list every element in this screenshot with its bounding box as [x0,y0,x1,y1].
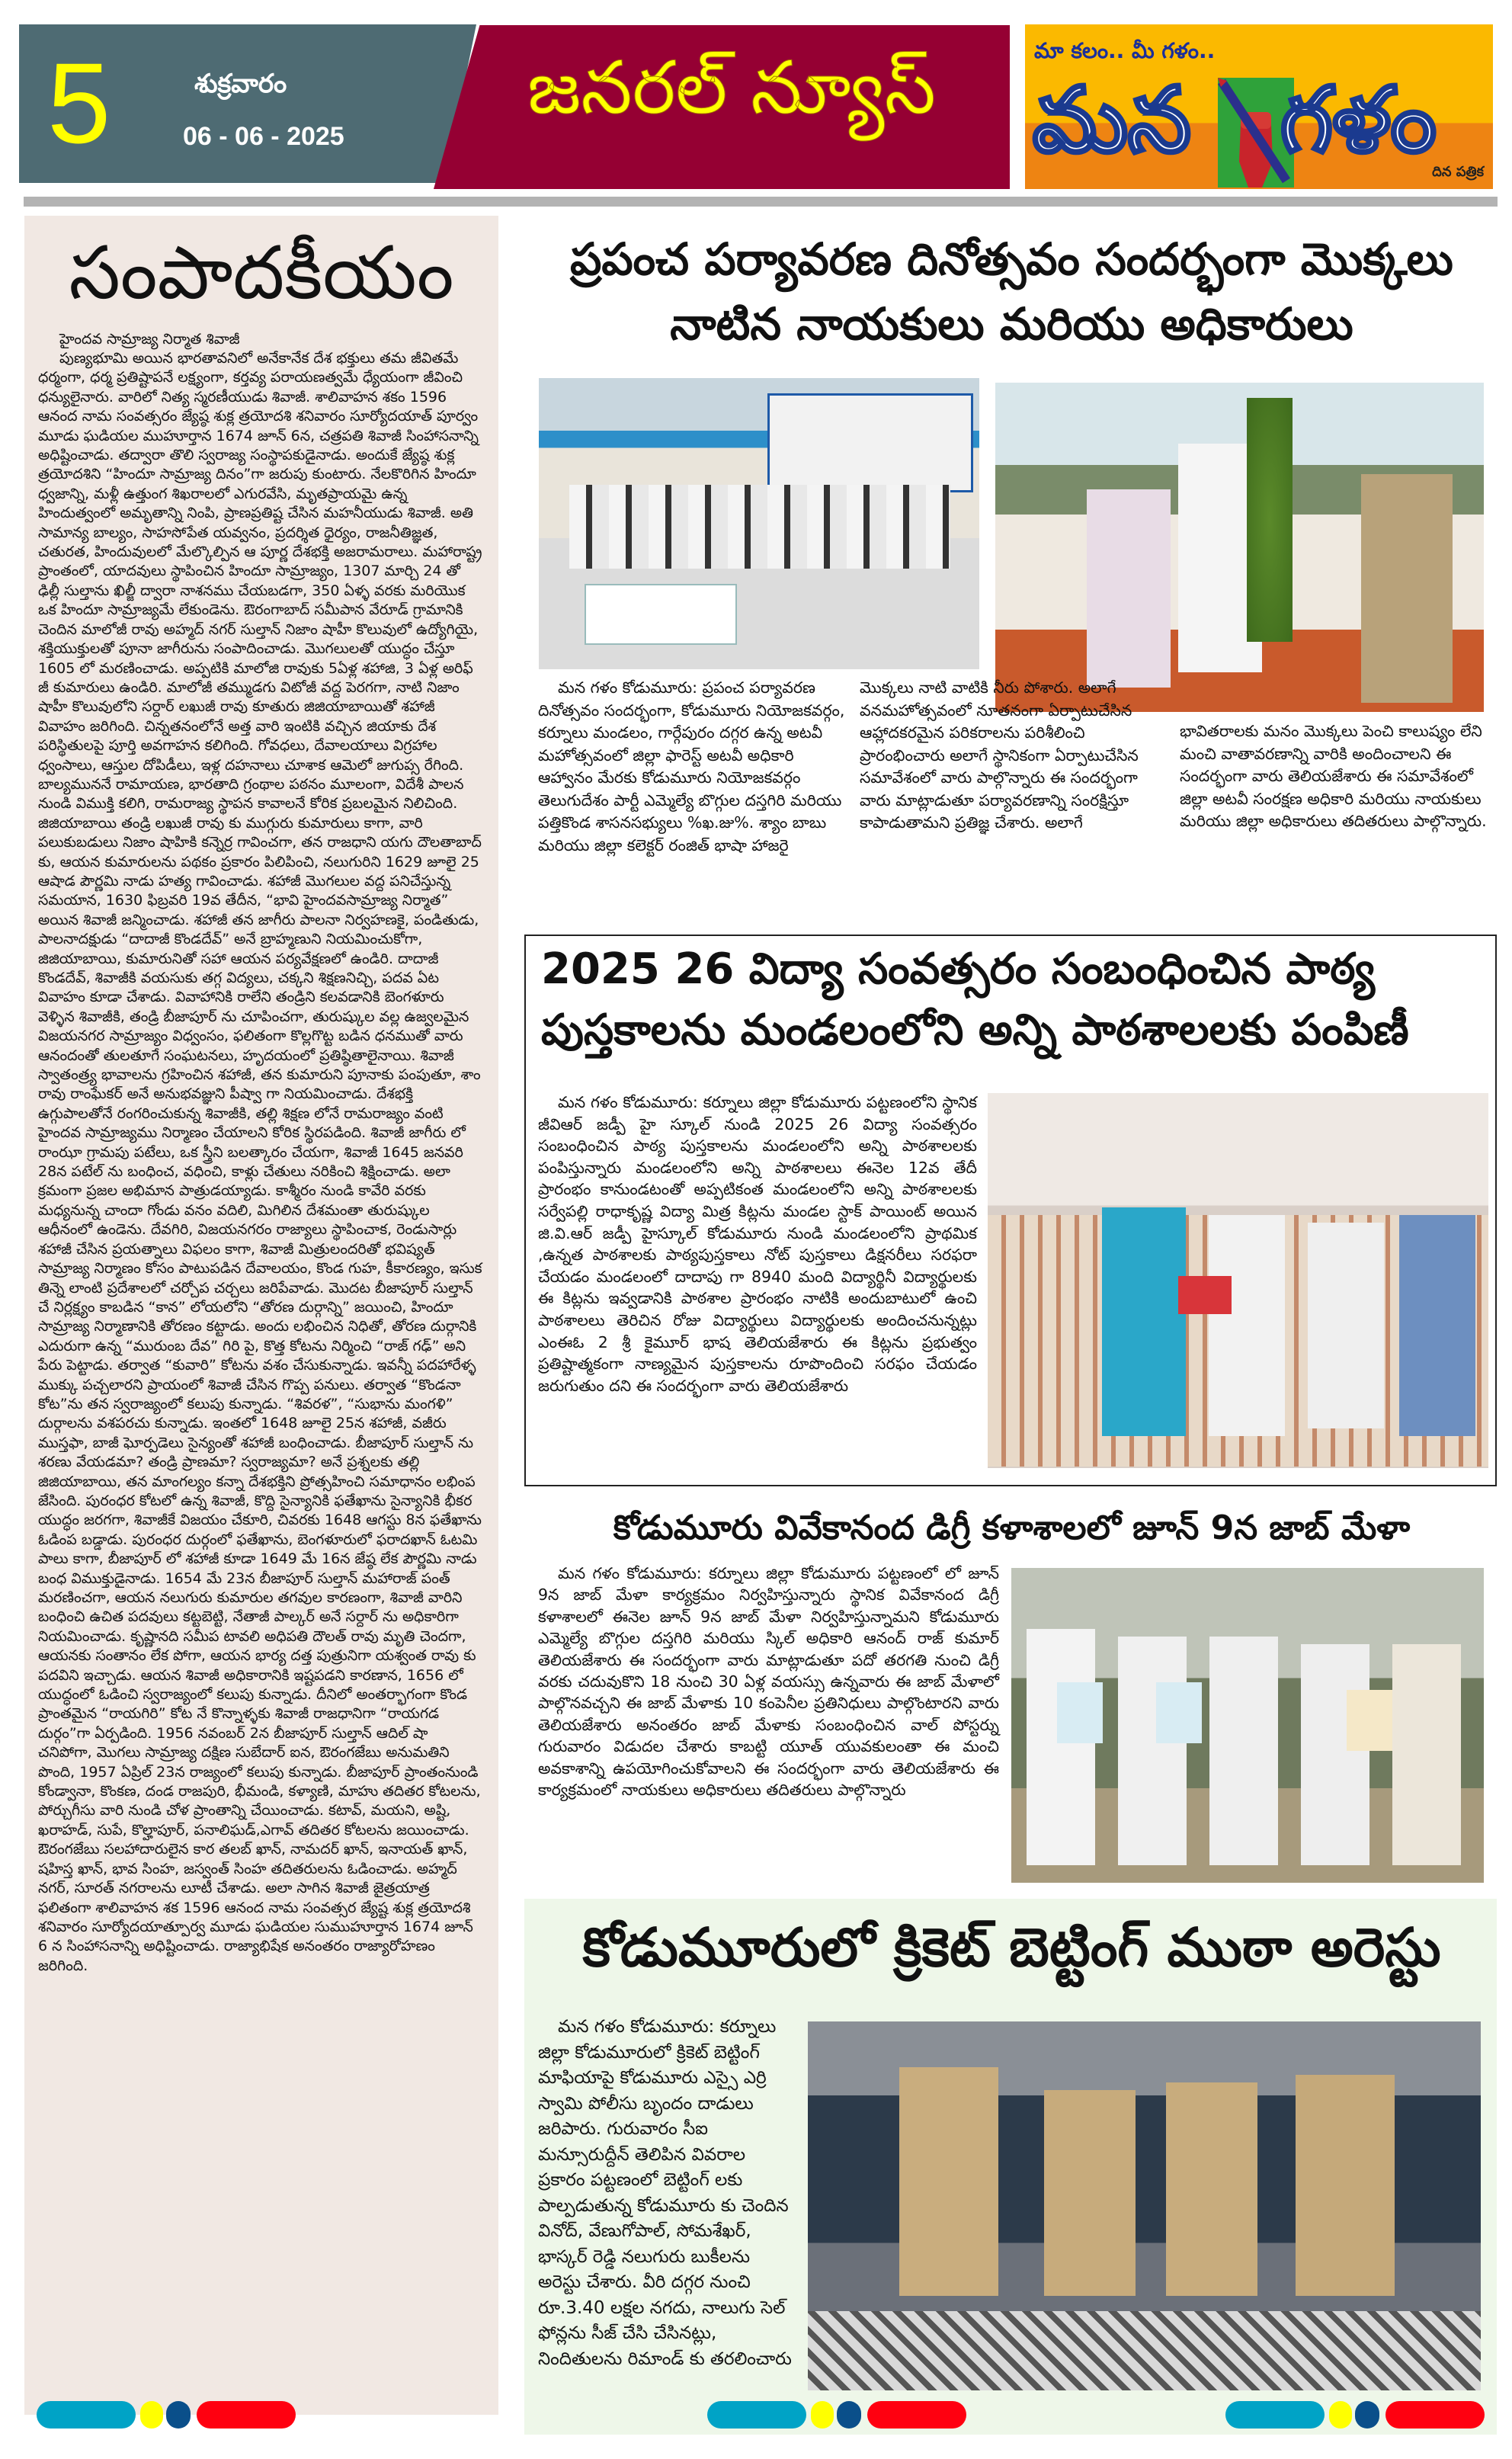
footer-color-bar [1225,2401,1488,2429]
logo-subtitle: దిన పత్రిక [1432,164,1484,180]
article-job-mela-headline: కోడుమూరు వివేకానంద డిగ్రీ కళాశాలలో జూన్ 9న జాబ్ మేళా [613,1508,1411,1547]
article-textbooks-body: మన గళం కోడుమూరు: కర్నూలు జిల్లా కోడుమూరు పట్టణంలోని స్థానిక జీవిఆర్ జడ్పీ హై స్కూల్ నుండి 2025 26 విద్యా సంవత్సరం సంబంధించిన పాఠ్య పుస్తకాలను మండలంలోని అన్ని పాఠశాలలకు పంపిస్తున్నారు మండలంలోని అన్ని పాఠశాలలు ఈనెల 12వ తేదీ ప్రారంభం కానుండటంతో అప్పటికంత మండలంలోని అన్ని పాఠశాలలకు సర్వేపల్లి రాధాకృష్ణ విద్యా మిత్ర కిట్లను మండల స్టాక్ పాయింట్ అయిన జి.వి.ఆర్ జడ్పీ హైస్కూల్ కోడుమూరు నుండి మండలంలోని ప్రాథమిక ,ఉన్నత పాఠశాలకు పాఠ్యపుస్తకాలు నోట్ పుస్తకాలు డిక్షనరీలు సరఫరా చేయడం మండలంలో దాదాపు గా 8940 మంది విద్యార్థినీ విద్యార్థులకు ఈ కిట్లను ఇవ్వడానికి పాఠశాల ప్రారంభం నాటికి అందుబాటులో ఉంచి పాఠశాలలు తెరిచిన రోజు విద్యార్థులు విద్యార్థులకు అందించనున్నట్లు ఎంఈఓ 2 శ్రీ కైమూర్ భాష తెలియజేశారు ఈ కిట్లను ప్రభుత్వం ప్రతిష్టాత్మకంగా నాణ్యమైన పుస్తకాలను రూపొందించి సరఫం చేయడం జరుగుతుం దని ఈ సందర్భంగా వారు తెలియజేశారు [538,1093,977,1395]
editorial-text: అందు లభించిన నిధితో, తోరణ దుర్గానికి ఎదురుగా ఉన్న “మురుంబ దేవ” గిరి పై, కొత్త కోటను నిర్మించి “రాజ్ గఢ్” అని పేరు పెట్టాడు. తర్వాత “కువారి” కోటను వశం చేసుకున్నాడు. ఇవన్నీ పదహారేళ్ళ ముక్కు పచ్చలారని ప్రాయంలో శివాజీ చేసిన గొప్ప పనులు. తర్వాత “కొండనా కోట”ను తన స్వరాజ్యంలో కలుపు కున్నాడు. “శివరళ”, “సుభాను మంగళి” దుర్గాలను వశపరచు కున్నాడు. ఇంతలో 1648 జూలై 25న శహాజీ, వజీరు ముస్తఫా, బాజీ ఘోర్పడెలు సైన్యంతో శహాజీ బంధించాడు. బీజాపూర్ సుల్తాన్ ను శరణు వేయడమా? తండ్రి ప్రాణమా? స్వరాజ్యమా? అనే ప్రశ్నలకు తల్లి జిజియాబాయి, తన మాంగల్యం కన్నా దేశభక్తిని ప్రోత్సహించి సమాధానం లభింప జేసింది. పురంధర కోటలో ఉన్న శివాజీ, కొద్ది సైన్యానికి ఫతేఖాను సైన్యానికి భీకర యుద్ధం జరగగా, శివాజీకే విజయం చేకూరి, చివరకు 1648 ఆగస్టు 8న ఫతేఖాను ఓడింప బడ్డాడు. పురంధర దుర్గంలో ఫతేఖాను, బెంగళూరులో ఫరాదఖాన్ ఓటమి పాలు కాగా, బీజాపూర్ లో శహాజీ కూడా 1649 మే 16న జేష్ఠ లేక పౌర్ణమి నాడు బంధ విముక్తుడైనాడు. [38,1318,482,1587]
logo-word-galam: గళం [1280,67,1437,172]
editorial-body [38,349,485,1976]
article-environment-col1: మన గళం కోడుమూరు: ప్రపంచ పర్యావరణ దినోత్సవం సందర్భంగా, కోడుమూరు నియోజకవర్గం, కర్నూలు మండలం, గార్గేపురం దగ్గర ఉన్న అటవీ మహోత్సవంలో జిల్లా ఫారెస్ట్ అటవీ అధికారి ఆహ్వానం మేరకు కోడుమూరు నియోజకవర్గం తెలుగుదేశం పార్టీ ఎమ్మెల్యే బొగ్గుల దస్తగిరి మరియు పత్తికొండ శాసనసభ్యులు %ఖ.జు%. శ్యాం బాబు మరియు జిల్లా కలెక్టర్ రంజిత్ భాషా హాజరై [538,678,845,854]
editorial-title: సంపాదకీయం [69,230,454,316]
editorial-subtitle: హైందవ సామ్రాజ్య నిర్మాత శివాజీ [59,331,240,348]
article-environment-col3: భావితరాలకు మనం మొక్కలు పెంచి కాలుష్యం లేని మంచి వాతావరణాన్ని వారికి అందించాలని ఈ సందర్భంగా వారు తెలియజేశారు ఈ సమావేశంలో జిల్లా అటవీ సంరక్షణ అధికారి మరియు నాయకులు మరియు జిల్లా అధికారులు తదితరులు పాల్గొన్నారు. [1180,722,1487,830]
headline-line: ప్రపంచ పర్యావరణ దినోత్సవం సందర్భంగా మొక్కలు [570,233,1453,285]
footer-color-bar [707,2401,970,2429]
page-number: 5 [47,39,111,167]
editorial-text: పుణ్యభూమి అయిన భారతావనిలో అనేకానేక దేశ భక్తులు తమ జీవితమే ధర్మంగా, ధర్మ ప్రతిష్టాపనే లక్ష్యంగా, కర్తవ్య పరాయణత్వమే ధ్యేయంగా జీవించి ధన్యులైనారు. వారిలో నిత్య స్మరణీయుడు శివాజీ. శాలివాహన శకం 1596 ఆనంద నామ సంవత్సరం జ్యేష్ఠ శుక్ల త్రయోదశి శనివారం సూర్యోదయాత్ పూర్వం మూడు ఘడియల ముహూర్తాన 1674 జూన్ 6న, చత్రపతి శివాజీ సింహాసనాన్ని అధిష్టించాడు. తద్వారా తొలి స్వరాజ్య సంస్థాపకుడైనాడు. అందుకే జ్యేష్ఠ శుక్ల త్రయోదశిని “హిందూ సామ్రాజ్య దినం”గా జరుపు కుంటారు. నేలకొరిగిన హిందూ ధ్వజాన్ని, మళ్లీ ఉత్తుంగ శిఖరాలలో ఎగురవేసి, మృతప్రాయమై ఉన్న హిందుత్వంలో అమృతాన్ని నింపి, ప్రాణప్రతిష్ట చేసిన మహనీయుడు శివాజీ. అతి సామాన్య బాల్యం, సాహసోపేత యవ్వనం, ప్రదర్శిత ధైర్యం, రాజనీతిజ్ఞత, చతురత, హిందువులలో మేల్కొల్పిన ఆ పూర్ణ దేశభక్తి అజరామరాలు. [38,350,479,561]
headline-line: నాటిన నాయకులు మరియు అధికారులు [670,298,1353,350]
footer-color-bar [37,2401,300,2429]
headline-line: 2025 26 విద్యా సంవత్సరం సంబంధించిన పాఠ్య [541,944,1376,994]
article-job-mela-body: మన గళం కోడుమూరు: కర్నూలు జిల్లా కోడుమూరు పట్టణంలో లో జూన్ 9న జాబ్ మేళా కార్యక్రమం నిర్వహిస్తున్నారు స్థానిక వివేకానంద డిగ్రీ కళాశాలలో ఈనెల జూన్ 9న జాబ్ మేళా నిర్వహిస్తున్నామని కోడుమూరు ఎమ్మెల్యే బొగ్గుల దస్తగిరి మరియు స్కిల్ అధికారి ఆనంద్ రాజ్ కుమార్ తెలియజేశారు ఈ సందర్భంగా వారు మాట్లాడుతూ పదో తరగతి నుంచి డిగ్రీ వరకు చదువుకొని 18 నుంచి 30 ఏళ్ల వయస్సు ఉన్నవారు ఈ జాబ్ మేళాలో పాల్గొనవచ్చని ఈ జాబ్ మేళాకు 10 కంపెనీల ప్రతినిధులు పాల్గొంటారని వారు తెలియజేశారు అనంతరం జాబ్ మేళాకు సంబంధించిన వాల్ పోస్టర్ను గురువారం విడుదల చేశారు కాబట్టి యూత్ యువకులంతా ఈ మంచి అవకాశాన్ని ఉపయోగించుకోవాలని ఈ సందర్భంగా వారు తెలియజేశారు ఈ కార్యక్రమంలో నాయకులు అధికారులు తదితరులు పాల్గొన్నారు [538,1564,999,1800]
editorial-text: బాల్యముననే రామాయణ, భారతాది గ్రంథాల పఠనం మూలంగా, విదేశీ పాలన నుండి విముక్తి కలిగి, రామరాజ్య స్థాపన కావాలనే కోరిక ప్రబలమైన నిలిచింది. జిజియాబాయి తండ్రి లఖుజీ రావు కు ముగ్గురు కుమారులు కాగా, వారి పలుకుబడులు నిజాం షాహికి కన్నెర్ర గావించగా, తన రాజధాని యగు దౌలతాబాద్ కు, ఆయన కుమారులను పథకం ప్రకారం పిలిపించి, నలుగురిని 1629 జూలై 25 ఆషాడ పౌర్ణమి నాడు హత్య గావించాడు. శహాజీ మొగలుల వద్ద పనిచేస్తున్న సమయాన, 1630 ఫిబ్రవరి 19వ తేదీన, “భావి హైందవసామ్రాజ్య నిర్మాత” అయిన శివాజీ జన్మించాడు. శహాజీ తన జాగీరు పాలనా నిర్వహణకై, పండితుడు, పాలనాదక్షుడు “దాదాజీ కొండదేవ్” అనే బ్రాహ్మణుని నియమించుకోగా, జిజియాబాయి, కుమారునితో సహా ఆయన పర్యవేక్షణలో ఉండిరి. దాదాజీ కొండదేవ్, శివాజీకి వయసుకు తగ్గ విద్యలు, చక్కని శిక్షణనిచ్చి, పదవ ఏట వివాహం కూడా చేశాడు. వివాహానికి రాలేని తండ్రిని కలవడానికి బెంగళూరు వెళ్ళిన శివాజీకి, తండ్రి బీజాపూర్ ను చూపించగా, తురుష్కుల వల్ల ఉజ్వలమైన విజయనగర సామ్రాజ్యం విధ్వంసం, ఫలితంగా కొల్లగొట్ట బడిన ధనముతో వారు ఆనందంతో తులతూగే సంఘటనలు, హృదయంలో ప్రతిష్ఠితాలైనాయి. [38,775,482,1064]
article-cricket-betting-headline: కోడుమూరులో క్రికెట్ బెట్టింగ్ ముఠా అరెస్టు [582,1916,1441,1979]
article-textbooks-headline [533,939,1486,1061]
header-divider [24,197,1498,207]
logo-tagline: మా కలం.. మీ గళం.. [1034,38,1216,63]
weekday: శుక్రవారం [194,69,287,99]
article-cricket-betting-body: మన గళం కోడుమూరు: కర్నూలు జిల్లా కోడుమూరులో క్రికెట్ బెట్టింగ్ మాఫియాపై కోడుమూరు ఎస్సై ఎర్రి స్వామి పోలీసు బృందం దాడులు జరిపారు. గురువారం సీఐ మన్సూరుద్దీన్ తెలిపిన వివరాల ప్రకారం పట్టణంలో బెట్టింగ్ లకు పాల్పడుతున్న కోడుమూరు కు చెందిన వినోద్, వేణుగోపాల్, సోమశేఖర్, భాస్కర్ రెడ్డి నలుగురు బుకీలను అరెస్టు చేశారు. వీరి దగ్గర నుంచి రూ.3.40 లక్షల నగదు, నాలుగు సెల్ ఫోన్లను సీజ్ చేసి చేసినట్లు, నిందితులను రిమాండ్ కు తరలించారు [538,2017,792,2369]
editorial-column [24,216,498,2415]
section-title: జనరల్ న్యూస్ [527,45,936,130]
logo-word-mana: మన [1033,67,1191,172]
photo-plantation-event [539,378,979,669]
editorial-text: మహారాష్ట్ర ప్రాంతంలో, యాదవులు స్థాపించిన హిందూ సామ్రాజ్యం, 1307 మార్చి 24 తో ఢిల్లీ సుల్తాను ఖిల్జీ ద్వారా నాశనము చేయబడగా, 350 ఏళ్ళ వరకు మరియొక ఒక హిందూ సామ్రాజ్యమే లేకుండెను. ఔరంగాబాద్ సమీపాన వేరూడ్ గ్రామానికి చెందిన మాలోజీ రావు అహ్మద్ నగర్ సుల్తాన్ నిజాం షాహీ కొలువులో ఉద్యోగియై, శక్తియుక్తులతో పూనా జాగీరును సంపాదించాడు. మొగలులతో యుద్ధం చేస్తూ 1605 లో మరణించాడు. అప్పటికి మాలోజి రావుకు 5ఏళ్ల శహాజి, 3 ఏళ్ల అరిఫ్ జీ కుమారులు ఉండిరి. మాలోజీ తమ్ముడగు విటోజీ వద్ద పెరగగా, నాటి నిజాం షాహీ కొలువులోని సర్దార్ లఖుజీ రావు కూతురు జిజియాబాయితో శహాజీ వివాహం జరిగింది. చిన్నతనంలోనే అత్త వారి ఇంటికి వచ్చిన జియాకు దేశ పరిస్థితులపై పూర్తి అవగాహన కలిగింది. గోవధలు, దేవాలయాలు విగ్రహాల ధ్వంసాలు, ఆస్తుల దోపిడీలు, ఇళ్ల దహనాలు చూశాక ఆమెలో జుగుప్స రేగింది. [38,543,482,774]
article-environment-col2: మొక్కలు నాటి వాటికి నీరు పోశారు. అలాగే వనమహోత్సవంలో నూతనంగా ఏర్పాటుచేసిన ఆహ్లాదకరమైన పరికరాలను పరిశీలించి ప్రారంభించారు అలాగే స్థానికంగా ఏర్పాటుచేసిన సమావేశంలో వారు పాల్గొన్నారు ఈ సందర్భంగా వారు మాట్లాడుతూ పర్యావరణాన్ని సంరక్షిస్తూ కాపాడుతామని ప్రతిజ్ఞ చేశారు. అలాగే [860,678,1139,832]
masthead-logo [1025,24,1493,189]
headline-line: పుస్తకాలను మండలంలోని అన్ని పాఠశాలలకు పంపిణీ [541,1005,1409,1055]
photo-watering-sapling [995,383,1484,712]
photo-job-mela-poster-release [1011,1568,1484,1883]
editorial-text: 1654 మే 23న బీజాపూర్ సుల్తాన్ మహారాజ్ పంత్ మరణించగా, ఆయన నలుగురు కుమారుల తగవుల కారణంగా, శివాజీ వారిని బంధించి ఉచిత పదవులు కట్టబెట్టి, నేతాజీ పాల్కర్ అనే సర్దార్ ను అధికారిగా నియమించాడు. కృష్ణానది సమీప టావలి అధిపతి దౌలత్ రావు మృతి చెందగా, ఆయనకు సంతానం లేక పోగా, ఆయన భార్య దత్త పుత్రునిగా యశ్వంత రావు కు పదవిని ఇచ్చాడు. ఆయన శివాజీ అధికారానికి ఇష్టపడని కారణాన, 1656 లో యుద్ధంలో ఓడించి స్వరాజ్యంలో కలుపు కున్నాడు. దీనిలో అంతర్భాగంగా కొండ ప్రాంతమైన “రాయగిరి” కోట నే కొన్నాళ్ళకు శివాజీ రాజధానిగా “రాయగడ దుర్గం”గా ఏర్పడింది. 1956 నవంబర్ 2న బీజాపూర్ సుల్తాన్ ఆదిల్ షా చనిపోగా, మొగలు సామ్రాజ్య దక్షిణ సుబేదార్ ఐన, ఔరంగజేబు అనుమతిని పొంది, 1957 ఏప్రిల్ 23న రాజ్యంలో కలుపు కున్నాడు. బీజాపూర్ ప్రాంతంనుండి కోండ్వానా, కొంకణ, దండ రాజపురి, భీమండి, కళ్యాణి, మాహు తదితర కోటలను, పోర్చుగీసు వారి నుండి చోళ ప్రాంతాన్ని చేయించాడు. కటావ్, మయని, అష్టి, ఖరాహడ్, సుపే, కొల్హాపూర్, పనాలిఘడ్,ఎగావ్ తదితర కోటలను జయించాడు. ఔరంగజేబు సలహాదారులైన కార తలబ్ ఖాన్, నామదర్ ఖాన్, ఇనాయత్ ఖాన్, షహిస్త ఖాన్, భావ సింహ, జస్వంత్ సింహ తదితరులను ఓడించాడు. అహ్మద్ నగర్, సూరత్ నగరాలను లూటీ చేశాడు. అలా సాగిన శివాజీ జైత్రయాత్ర ఫలితంగా శాలివాహన శక 1596 ఆనంద నామ సంవత్సర జ్యేష్ట శుక్ల త్రయోదశి శనివారం సూర్యోదయాత్పూర్వ మూడు ఘడియల సుముహూర్తాన 1674 జూన్ 6 న సింహాసనాన్ని అధిష్టించాడు. రాజ్యాభిషేక అనంతరం రాజ్యారోహణం జరిగింది. [38,1569,481,1974]
issue-date: 06 - 06 - 2025 [183,122,344,151]
photo-police-arrest [808,2021,1481,2390]
photo-textbook-distribution [988,1093,1488,1468]
editorial-text: శివాజీ స్వాతంత్ర్య భావాలను గ్రహించిన శహాజీ, తన కుమారుని పూనాకు పంపుతూ, శాం రావు రాంఘేకర్ అనే అనుభవజ్ఞుని పీష్వా గా నియమించాడు. దేశభక్తి ఉగ్గుపాలతోనే రంగరించుకున్న శివాజీకి, తల్లి శిక్షణ లోనే రామరాజ్యం వంటి హైందవ సామ్రాజ్యము నిర్మాణం చేయాలని కోరిక స్థిరపడింది. శివాజీ జాగీరు లో రాంఝా గ్రామపు పటేలు, ఒక స్త్రీని బలత్కారం చేయగా, శివాజీ 1645 జనవరి 28న పటేల్ ను బంధించ, వధించి, కాళ్లు చేతులు నరికించి శిక్షించాడు. అలా క్రమంగా ప్రజల అభిమాన పాత్రుడయ్యాడు. కాశ్మీరం నుండి కావేరి వరకు మధ్యనున్న చాందా గోండు వనం వదిలి, మిగిలిన దేశమంతా తురుష్కుల ఆధీనంలో ఉండెను. దేవగిరి, విజయనగరం రాజ్యాలు స్థాపించాక, రెండుసార్లు శహాజీ చేసిన ప్రయత్నాలు విఫలం కాగా, శివాజీ మిత్రులందరితో భవిష్యత్ సామ్రాజ్య నిర్మాణం కోసం పాటుపడిన దేవాలయం, కొండ గుహ, కీకారణ్యం, ఇసుక తిన్నె లాంటి ప్రదేశాలలో చర్చోప చర్చలు జరిపేవాడు. మొదట బీజాపూర్ సుల్తాన్ చే నిర్లక్ష్యం కాబడిన “కాన” లోయలోని “తోరణ దుర్గాన్ని” జయించి, హిందూ సామ్రాజ్య నిర్మాణానికి తోరణం కట్టాడు. [38,1047,482,1335]
article-environment-headline [526,227,1498,357]
